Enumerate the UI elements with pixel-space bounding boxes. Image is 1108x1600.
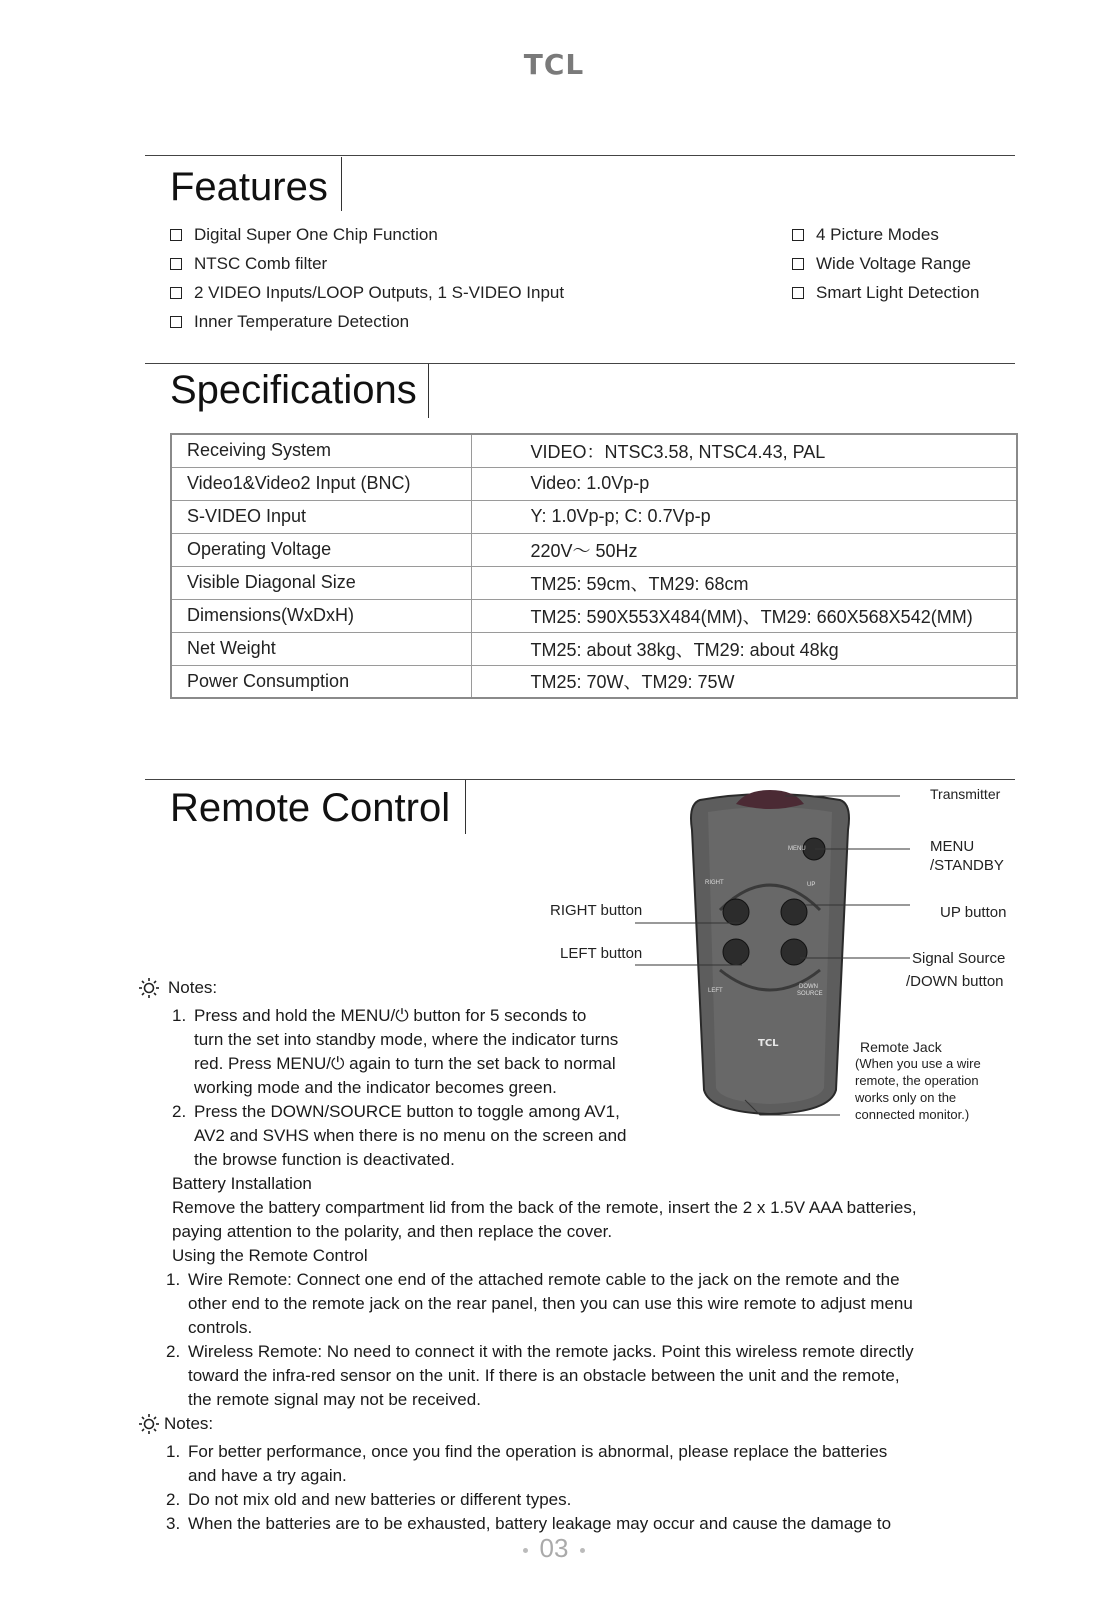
features-title: Features: [170, 165, 328, 209]
remote-control-title: Remote Control: [170, 786, 451, 830]
feature-item: Wide Voltage Range: [792, 253, 979, 275]
remote-jack-note: Remote Jack (When you use a wire remote, the operation works only on the connected monitor.): [855, 1039, 981, 1122]
table-row: Dimensions(WxDxH) TM25: 590X553X484(MM)、TM29: 660X568X542(MM): [171, 599, 1017, 632]
title-divider: [428, 364, 429, 418]
up-text: UP: [807, 882, 816, 888]
transmitter-label: Transmitter: [930, 786, 1001, 802]
notes-list: [166, 1440, 1046, 1536]
checkbox-icon: [792, 258, 804, 270]
feature-item: Inner Temperature Detection: [170, 311, 564, 333]
table-row: Net Weight TM25: about 38kg、TM29: about 48kg: [171, 632, 1017, 665]
checkbox-icon: [170, 258, 182, 270]
table-row: Operating Voltage 220V～ 50Hz: [171, 533, 1017, 566]
list-item: 2. Wireless Remote: No need to connect it with the remote jacks. Point this wireless remote directly toward the infra-red sensor on the unit. If there is an obstacle between the unit and the remote, the remote signal may not be received.: [166, 1342, 914, 1409]
menu-label: MENU: [930, 838, 975, 855]
table-row: Visible Diagonal Size TM25: 59cm、TM29: 68cm: [171, 566, 1017, 599]
notes-heading: Notes:: [138, 1413, 213, 1435]
lightbulb-icon: [138, 977, 160, 999]
list-item: 3. When the batteries are to be exhausted, battery leakage may occur and cause the damage to: [166, 1514, 892, 1533]
source-text: SOURCE: [797, 991, 823, 997]
page-number: 03: [0, 1533, 1108, 1564]
table-row: Power Consumption TM25: 70W、TM29: 75W: [171, 665, 1017, 698]
feature-item: 2 VIDEO Inputs/LOOP Outputs, 1 S-VIDEO Input: [170, 282, 564, 304]
up-button-label: UP button: [940, 904, 1007, 921]
down-text: DOWN: [799, 984, 818, 990]
dot-icon: [523, 1548, 528, 1553]
title-divider: [341, 157, 342, 211]
feature-item: NTSC Comb filter: [170, 253, 564, 275]
left-text: LEFT: [708, 988, 723, 994]
section-rule: [145, 363, 1015, 364]
feature-item: Digital Super One Chip Function: [170, 224, 564, 246]
specifications-title: Specifications: [170, 368, 417, 412]
right-text: RIGHT: [705, 880, 724, 886]
left-button-label: LEFT button: [560, 945, 643, 962]
features-right-list: [792, 224, 979, 304]
feature-item: 4 Picture Modes: [792, 224, 979, 246]
list-item: 2. Press the DOWN/SOURCE button to toggle among AV1, AV2 and SVHS when there is no menu on the screen and the browse function is deactivated.: [172, 1102, 627, 1169]
checkbox-icon: [170, 229, 182, 241]
dot-icon: [580, 1548, 585, 1553]
checkbox-icon: [792, 229, 804, 241]
table-row: Video1&Video2 Input (BNC) Video: 1.0Vp-p: [171, 467, 1017, 500]
list-item: 2. Do not mix old and new batteries or different types.: [166, 1490, 572, 1509]
menu-text: MENU: [788, 846, 806, 852]
list-item: 1. Wire Remote: Connect one end of the attached remote cable to the jack on the remote and the other end to the remote jack on the rear panel, then you can use this wire remote to adjust menu controls.: [166, 1270, 913, 1337]
features-left-list: [170, 224, 564, 333]
notes-list: [172, 1004, 692, 1172]
standby-label: /STANDBY: [930, 857, 1004, 874]
lightbulb-icon: [138, 1413, 160, 1435]
section-rule: [145, 155, 1015, 156]
feature-item: Smart Light Detection: [792, 282, 979, 304]
right-button-label: RIGHT button: [550, 902, 643, 919]
list-item: 1. For better performance, once you find the operation is abnormal, please replace the batteries and have a try again.: [166, 1442, 888, 1485]
down-button-label: /DOWN button: [906, 973, 1004, 990]
list-item: 1. Press and hold the MENU/⏻ button for 5 seconds to turn the set into standby mode, where the indicator turns red. Press MENU/⏻ again to turn the set back to normal working mode and the indicator becomes green.: [172, 1006, 619, 1097]
using-remote-heading: Using the Remote Control: [172, 1246, 368, 1265]
remote-jack-title: Remote Jack: [860, 1039, 942, 1055]
table-row: Receiving System VIDEO：NTSC3.58, NTSC4.43, PAL: [171, 434, 1017, 467]
table-row: S-VIDEO Input Y: 1.0Vp-p; C: 0.7Vp-p: [171, 500, 1017, 533]
using-remote-list: [166, 1268, 1046, 1412]
remote-logo: TCL: [758, 1038, 779, 1049]
brand-logo: TCL: [523, 48, 585, 81]
checkbox-icon: [170, 316, 182, 328]
checkbox-icon: [170, 287, 182, 299]
signal-source-label: Signal Source: [912, 950, 1006, 967]
specifications-table: [170, 433, 1018, 699]
battery-heading: Battery Installation: [172, 1174, 312, 1193]
notes-heading: Notes:: [138, 977, 217, 999]
checkbox-icon: [792, 287, 804, 299]
title-divider: [465, 780, 466, 834]
battery-section: Battery Installation Remove the battery compartment lid from the back of the remote, insert the 2 x 1.5V AAA batteries, paying attention to the polarity, and then replace the cover. Using the Remote Control: [172, 1172, 1052, 1268]
